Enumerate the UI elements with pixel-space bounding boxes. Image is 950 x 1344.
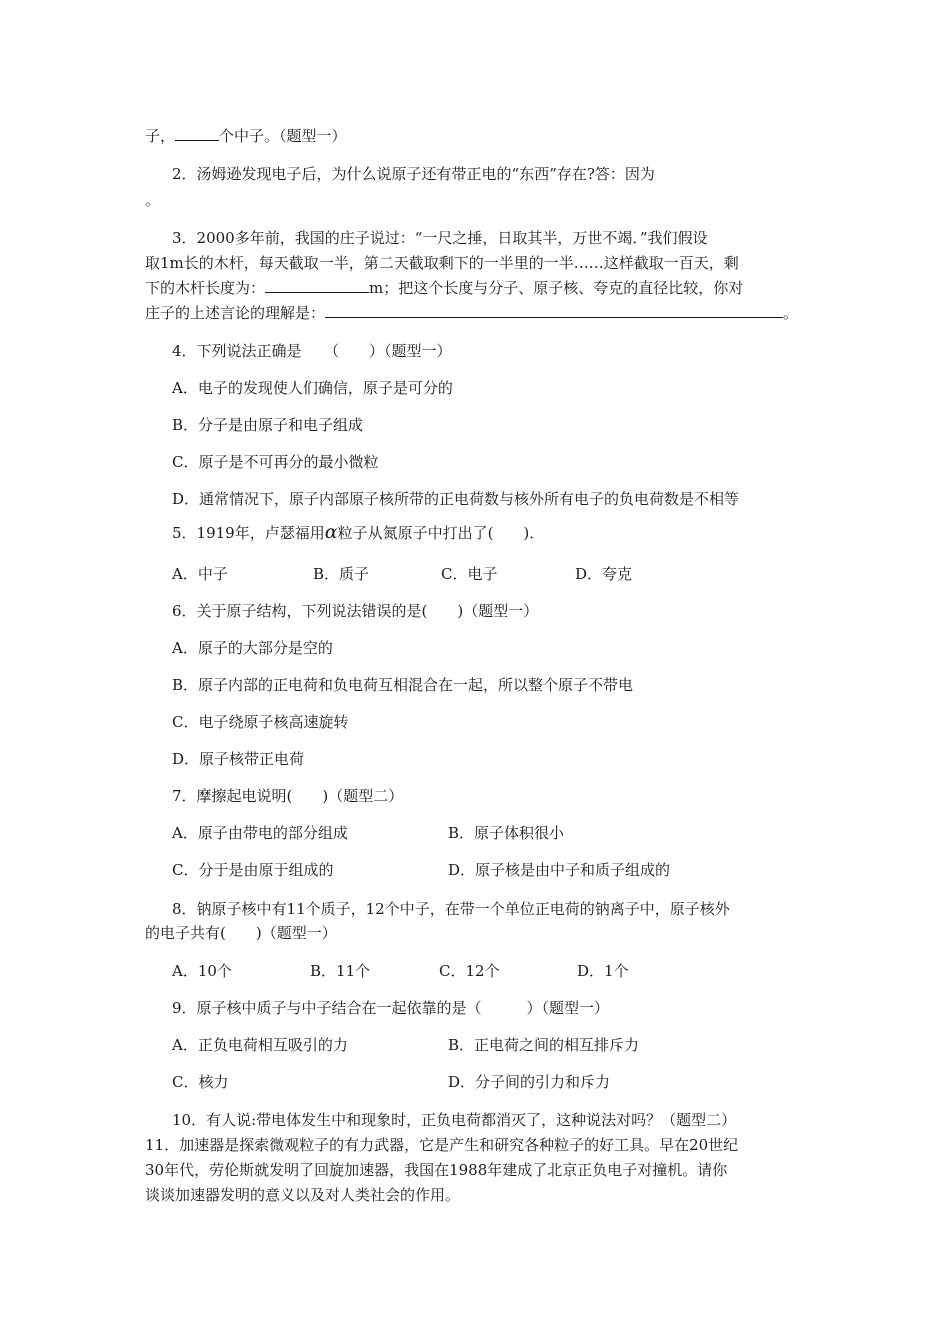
q3-line-3 [145, 278, 743, 298]
q8-line-2: 的电子共有( )（题型一） [145, 924, 337, 942]
q2-line-1: 2．汤姆逊发现电子后，为什么说原子还有带正电的“东西”存在?答：因为 [172, 165, 655, 183]
q3-text-a: 下的木杆长度为： [145, 279, 266, 297]
q8-line-1: 8．钠原子核中有11个质子，12个中子，在带一个单位正电荷的钠离子中，原子核外 [172, 900, 730, 918]
q8-option-c[interactable]: C．12个 [439, 962, 500, 980]
q8-option-d[interactable]: D．1个 [577, 962, 629, 980]
q7-stem: 7．摩擦起电说明( )（题型二） [172, 787, 404, 805]
q6-option-c[interactable]: C．电子绕原子核高速旋转 [172, 713, 349, 731]
q5-option-a[interactable]: A．中子 [172, 565, 228, 583]
q3-text-b: m；把这个长度与分子、原子核、夸克的直径比较，你对 [369, 279, 744, 297]
q5-option-c[interactable]: C．电子 [441, 565, 498, 583]
q11-line-3: 谈谈加速器发明的意义以及对人类社会的作用。 [145, 1186, 461, 1204]
q9-option-a[interactable]: A．正负电荷相互吸引的力 [172, 1036, 348, 1054]
q7-option-a[interactable]: A．原子由带电的部分组成 [172, 824, 348, 842]
q4-stem: 4．下列说法正确是 （ ）（题型一） [172, 342, 452, 360]
q3-line-2: 取1m长的木杆，每天截取一半，第二天截取剩下的一半里的一半……这样截取一百天，剩 [145, 254, 739, 272]
q9-option-d[interactable]: D．分子间的引力和斥力 [448, 1073, 611, 1091]
q2-line-2: 。 [145, 191, 161, 209]
q4-option-d[interactable]: D．通常情况下，原子内部原子核所带的正电荷数与核外所有电子的负电荷数是不相等 [172, 490, 740, 508]
q9-stem: 9．原子核中质子与中子结合在一起依靠的是（ ）（题型一） [172, 999, 610, 1017]
q4-option-c[interactable]: C．原子是不可再分的最小微粒 [172, 453, 379, 471]
q9-option-b[interactable]: B．正电荷之间的相互排斥力 [448, 1036, 640, 1054]
q7-option-c[interactable]: C．分于是由原于组成的 [172, 861, 334, 879]
q6-stem: 6．关于原子结构，下列说法错误的是( )（题型一） [172, 602, 539, 620]
q5-option-d[interactable]: D．夸克 [575, 565, 633, 583]
q8-option-a[interactable]: A．10个 [172, 962, 232, 980]
q3-line-1: 3．2000多年前，我国的庄子说过：“一尺之捶，日取其半，万世不竭．”我们假设 [172, 229, 708, 247]
q1-text: 子， [145, 127, 176, 145]
q6-option-a[interactable]: A．原子的大部分是空的 [172, 639, 333, 657]
q5-stem [172, 522, 544, 543]
q1-tail-line [145, 126, 347, 146]
q6-option-b[interactable]: B．原子内部的正电荷和负电荷互相混合在一起，所以整个原子不带电 [172, 676, 634, 694]
q9-option-c[interactable]: C．核力 [172, 1073, 229, 1091]
q3-understanding-blank[interactable] [325, 303, 783, 318]
q5-text-b: 粒子从氮原子中打出了( )． [337, 524, 545, 542]
q4-option-b[interactable]: B．分子是由原子和电子组成 [172, 416, 364, 434]
q3-line-4 [145, 303, 798, 323]
q1-answer-blank[interactable] [175, 126, 219, 141]
q3-text-d: 。 [783, 304, 799, 322]
q7-option-d[interactable]: D．原子核是由中子和质子组成的 [448, 861, 671, 879]
q7-option-b[interactable]: B．原子体积很小 [448, 824, 565, 842]
q3-length-blank[interactable] [265, 278, 369, 293]
q11-line-2: 30年代，劳伦斯就发明了回旋加速器，我国在1988年建成了北京正负电子对撞机。请你 [145, 1161, 728, 1179]
q3-text-c: 庄子的上述言论的理解是： [145, 304, 326, 322]
q11-line-1: 11．加速器是探索微观粒子的有力武器，它是产生和研究各种粒子的好工具。早在20世纪 [145, 1136, 739, 1154]
q6-option-d[interactable]: D．原子核带正电荷 [172, 750, 305, 768]
q5-option-b[interactable]: B．质子 [313, 565, 370, 583]
q1-text-end: 个中子。（题型一） [219, 127, 347, 145]
q4-option-a[interactable]: A．电子的发现使人们确信，原子是可分的 [172, 379, 453, 397]
q5-text-a: 5．1919年，卢瑟福用 [172, 524, 325, 542]
q10-stem: 10．有人说:带电体发生中和现象时，正负电荷都消灭了，这种说法对吗？（题型二） [172, 1111, 737, 1129]
alpha-symbol: α [324, 521, 338, 543]
q8-option-b[interactable]: B．11个 [310, 962, 371, 980]
